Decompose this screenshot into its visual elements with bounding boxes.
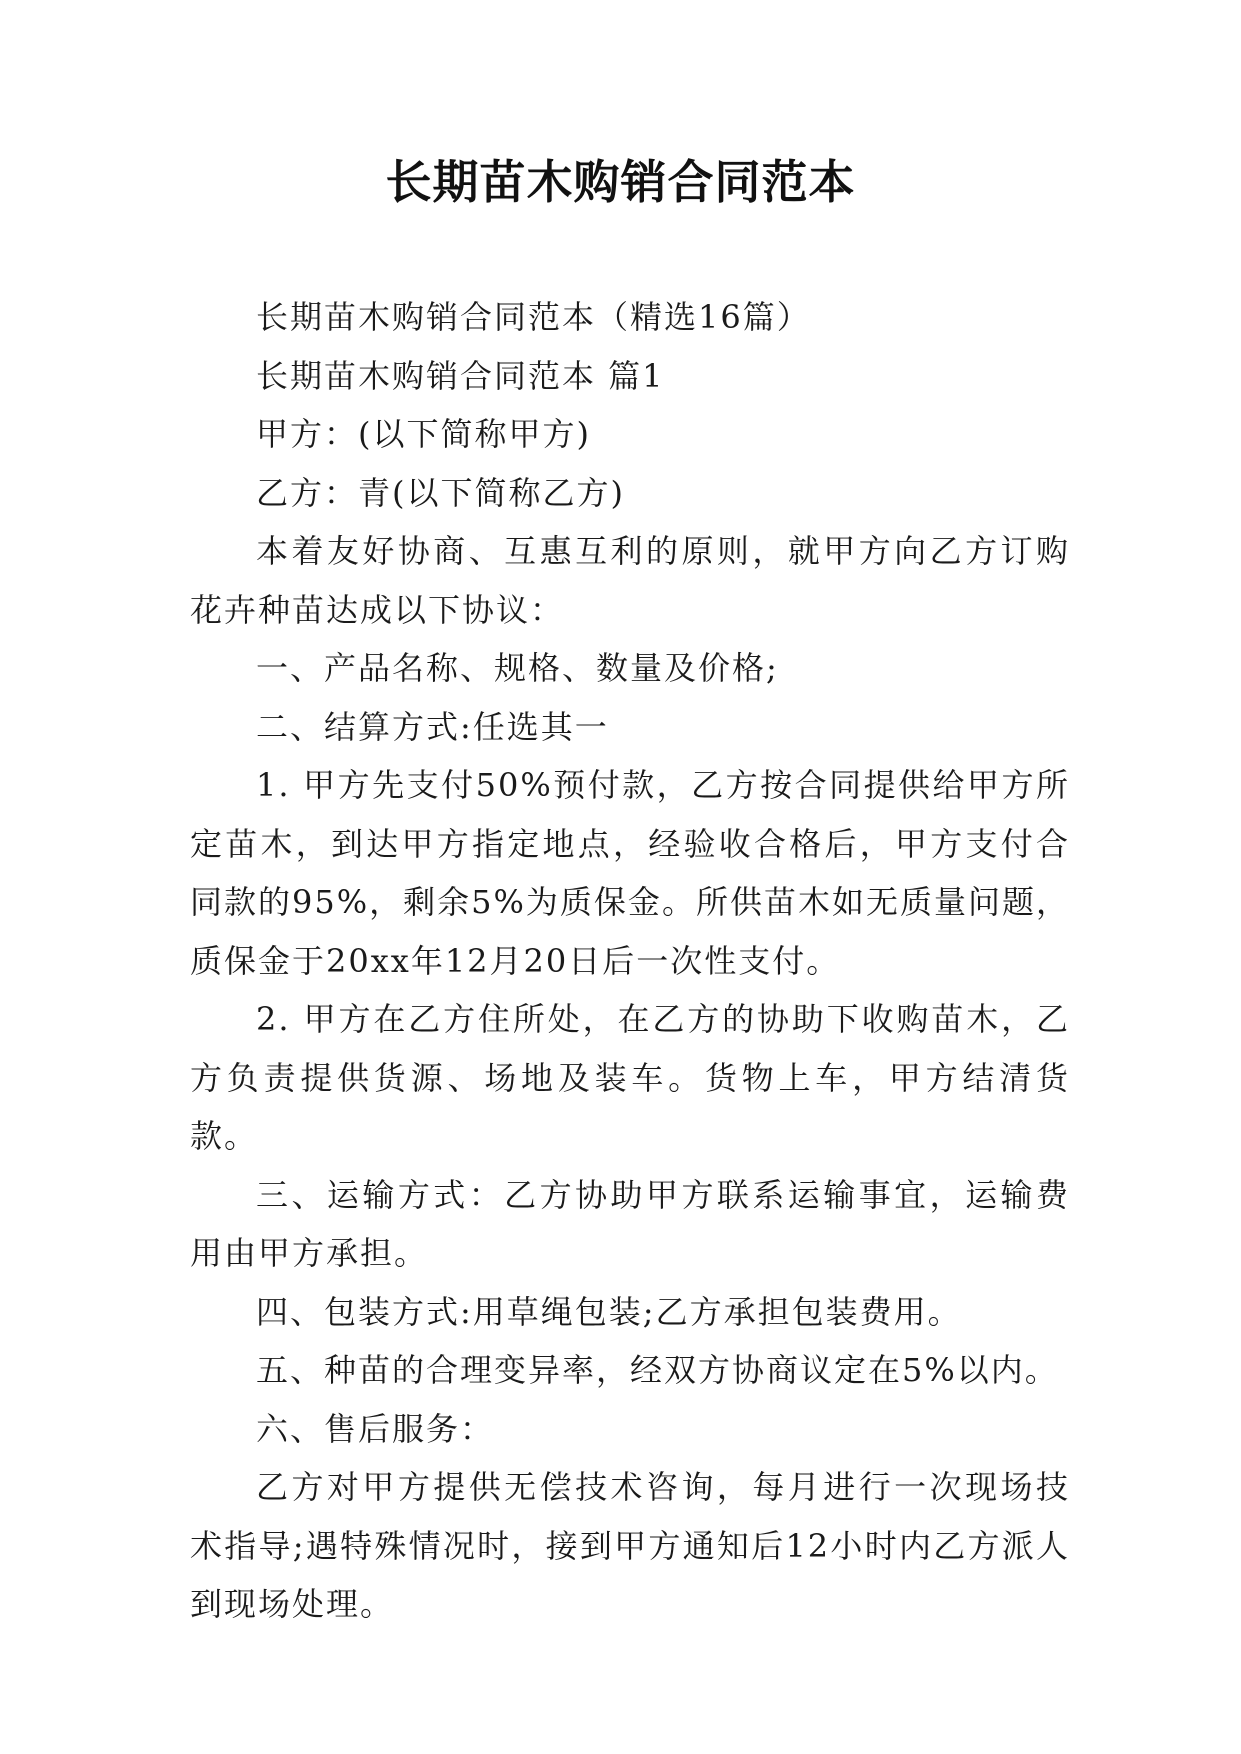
paragraph-clause-2: 二、结算方式:任选其一: [256, 707, 609, 746]
paragraph-clause-2-option-1: 1. 甲方先支付50%预付款，乙方按合同提供给甲方所定苗木，到达甲方指定地点，经验收合格后，甲方支付合同款的95%，剩余5%为质保金。所供苗木如无质量问题，质保金于20xx年12月20日后一次性支付。: [190, 766, 1070, 980]
document-title: 长期苗木购销合同范本: [385, 155, 856, 209]
document-body: [190, 288, 1070, 1634]
paragraph-clause-2-option-2: 2. 甲方在乙方住所处，在乙方的协助下收购苗木，乙方负责提供货源、场地及装车。货物上车，甲方结清货款。: [190, 1000, 1070, 1155]
paragraph-heading: 长期苗木购销合同范本（精选16篇）: [256, 298, 811, 336]
paragraph-party-b: 乙方：青(以下简称乙方): [256, 473, 625, 512]
paragraph-clause-6-detail: 乙方对甲方提供无偿技术咨询，每月进行一次现场技术指导;遇特殊情况时，接到甲方通知后12小时内乙方派人到现场处理。: [190, 1468, 1070, 1623]
paragraph-preamble: 本着友好协商、互惠互利的原则，就甲方向乙方订购花卉种苗达成以下协议：: [190, 532, 1070, 629]
paragraph-clause-3: 三、运输方式：乙方协助甲方联系运输事宜，运输费用由甲方承担。: [190, 1175, 1070, 1272]
paragraph-clause-1: 一、产品名称、规格、数量及价格;: [256, 649, 779, 687]
paragraph-party-a: 甲方：(以下简称甲方): [256, 415, 591, 453]
paragraph-clause-6: 六、售后服务：: [256, 1409, 495, 1448]
paragraph-clause-4: 四、包装方式:用草绳包装;乙方承担包装费用。: [256, 1292, 962, 1331]
paragraph-clause-5: 五、种苗的合理变异率，经双方协商议定在5%以内。: [256, 1351, 1059, 1389]
paragraph-section-label: 长期苗木购销合同范本 篇1: [256, 356, 665, 395]
